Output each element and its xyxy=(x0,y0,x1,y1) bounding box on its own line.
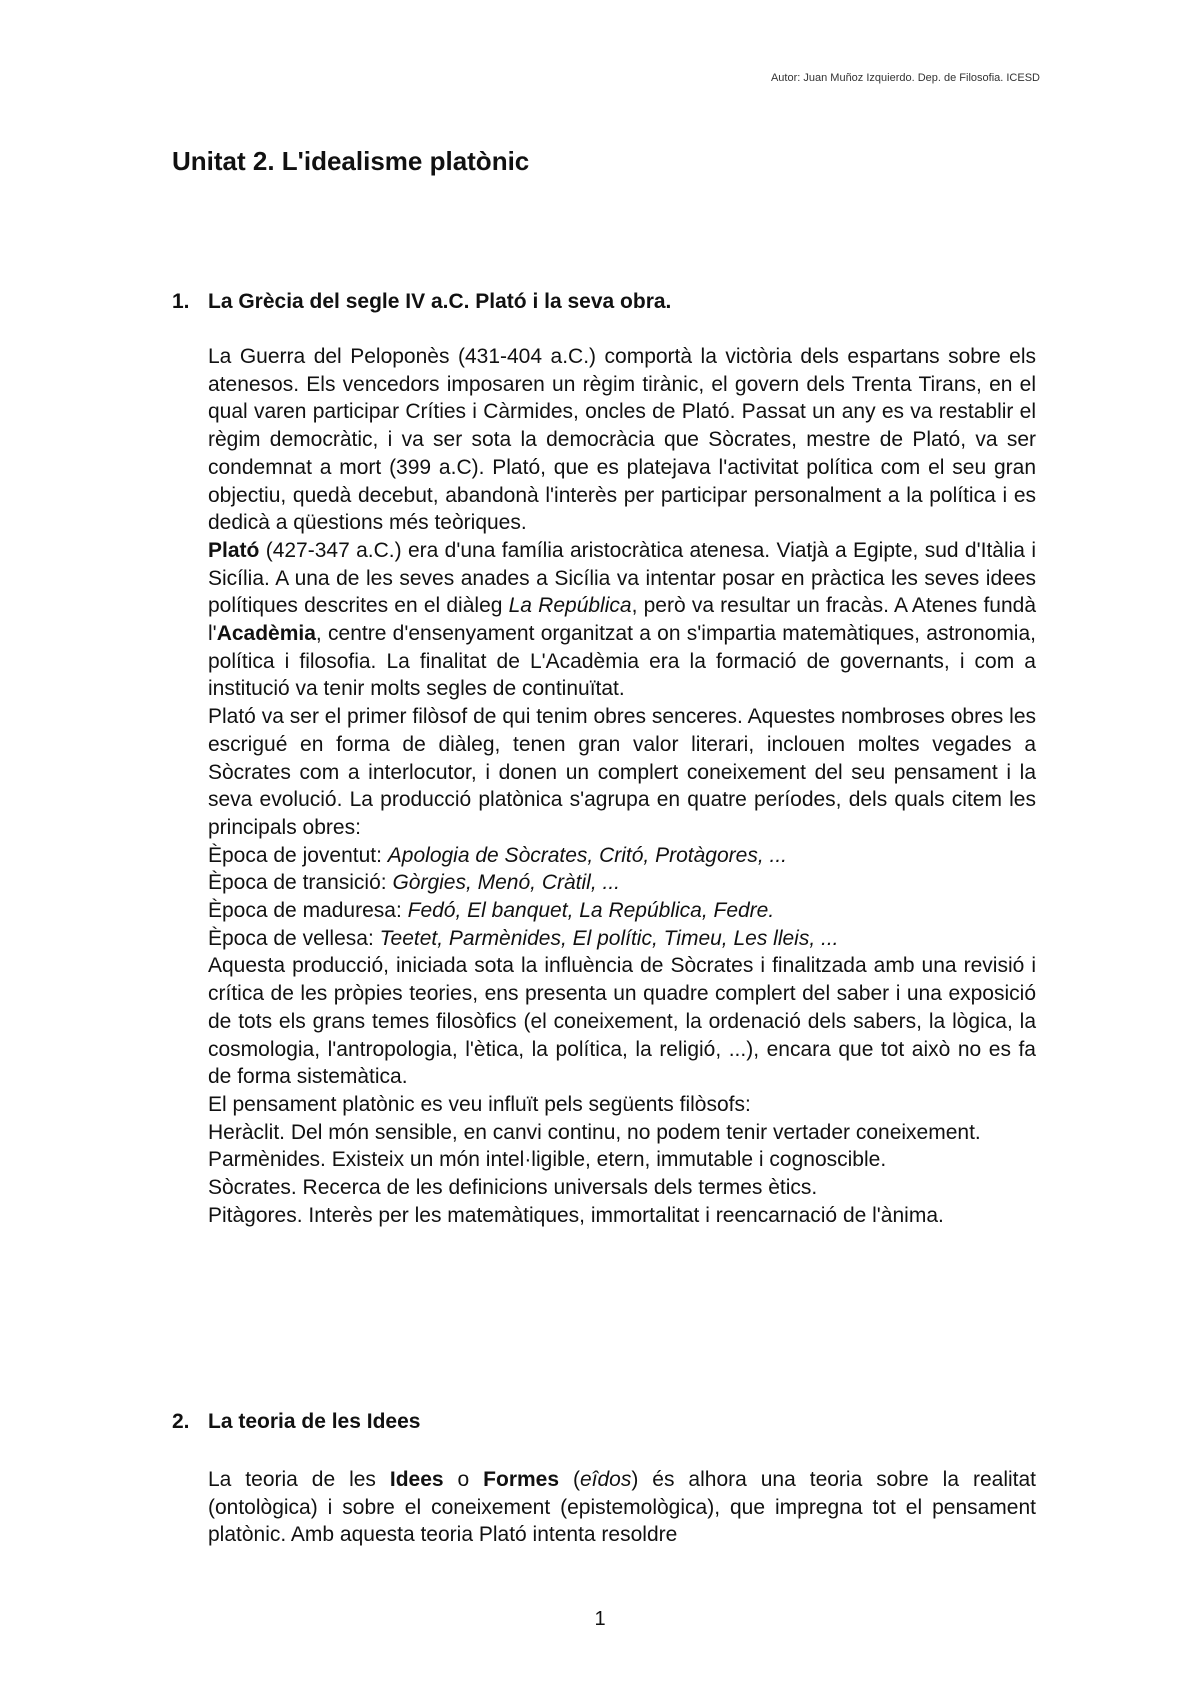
section-2-body xyxy=(208,1466,1036,1549)
paragraph: Aquesta producció, iniciada sota la influència de Sòcrates i finalitzada amb una revisió i crítica de les pròpies teories, ens presenta un quadre complert del saber i una exposició de tots els grans temes filosòfics (el coneixement, la ordenació dels sabers, la lògica, la cosmologia, l'antropologia, l'ètica, la política, la religió, ...), encara que tot això no es fa de forma sistemàtica. xyxy=(208,954,1036,1089)
period-line xyxy=(208,897,1036,925)
text-run: (427-347 a.C.) era d'una família aristocràtica atenesa. Viatjà a Egipte, sud d'Itàlia i Sicília. A una de les seves anades a Sicília va intentar posar en pràctica les seves idees polítiques descrites en el diàleg xyxy=(208,538,1036,618)
bold-term: Plató xyxy=(208,538,260,562)
page-title: Unitat 2. L'idealisme platònic xyxy=(172,146,530,176)
influence-item: Parmènides. Existeix un món intel·ligible, etern, immutable i cognoscible. xyxy=(208,1148,887,1172)
section-number: 2. xyxy=(172,1410,190,1433)
paragraph: El pensament platònic es veu influït pels següents filòsofs: xyxy=(208,1092,751,1116)
section-heading-1 xyxy=(172,290,671,314)
section-heading-text: La Grècia del segle IV a.C. Plató i la seva obra. xyxy=(208,290,672,313)
text-run: ( xyxy=(559,1468,580,1491)
period-works: Fedó, El banquet, La República, Fedre. xyxy=(407,899,775,923)
bold-term: Formes xyxy=(483,1468,560,1491)
text-run: , però va resultar un fracàs. A Atenes fundà l' xyxy=(208,594,1036,646)
paragraph: Plató va ser el primer filòsof de qui tenim obres senceres. Aquestes nombroses obres les escrigué en forma de diàleg, tenen gran valor literari, inclouen moltes vegades a Sòcrates com a interlocutor, i donen un complert coneixement del seu pensament i la seva evolució. La producció platònica s'agrupa en quatre períodes, dels quals citem les principals obres: xyxy=(208,705,1036,839)
bold-term: Acadèmia xyxy=(216,622,316,646)
period-works: Gòrgies, Menó, Cràtil, ... xyxy=(392,871,621,895)
period-label: Època de joventut: xyxy=(208,843,388,867)
paragraph xyxy=(208,537,1036,703)
influence-item: Heràclit. Del món sensible, en canvi continu, no podem tenir vertader coneixement. xyxy=(208,1120,981,1144)
bold-term: Idees xyxy=(389,1468,444,1491)
text-run: La teoria de les xyxy=(208,1468,390,1491)
period-works: Apologia de Sòcrates, Critó, Protàgores, ... xyxy=(387,843,788,867)
text-run: o xyxy=(443,1468,484,1491)
period-label: Època de transició: xyxy=(208,871,393,895)
period-label: Època de vellesa: xyxy=(208,926,380,950)
section-heading-2 xyxy=(172,1410,420,1434)
page-header-author: Autor: Juan Muñoz Izquierdo. Dep. de Filosofia. ICESD xyxy=(770,72,1040,84)
section-heading-text: La teoria de les Idees xyxy=(208,1410,421,1433)
influence-item: Pitàgores. Interès per les matemàtiques, immortalitat i reencarnació de l'ànima. xyxy=(208,1203,944,1227)
section-1-body xyxy=(208,343,1036,1230)
period-line xyxy=(208,842,1036,870)
period-works: Teetet, Parmènides, El polític, Timeu, Les lleis, ... xyxy=(379,926,839,950)
section-number: 1. xyxy=(172,290,190,313)
italic-title: La República xyxy=(508,594,632,618)
text-run: , centre d'ensenyament organitzat a on s'impartia matemàtiques, astronomia, política i filosofia. La finalitat de L'Acadèmia era la formació de governants, i com a institució va tenir molts segles de continuïtat. xyxy=(208,622,1036,701)
italic-term: eîdos xyxy=(579,1468,632,1491)
page-number: 1 xyxy=(594,1608,606,1630)
period-line xyxy=(208,869,1036,897)
period-line xyxy=(208,925,1036,953)
influence-item: Sòcrates. Recerca de les definicions universals dels termes ètics. xyxy=(208,1176,818,1200)
paragraph xyxy=(208,1466,1036,1549)
text-run: ) és alhora una teoria sobre la realitat (ontològica) i sobre el coneixement (epistemològica), que impregna tot el pensament platònic. Amb aquesta teoria Plató intenta resoldre xyxy=(208,1468,1037,1547)
period-label: Època de maduresa: xyxy=(208,899,408,923)
paragraph: La Guerra del Peloponès (431-404 a.C.) comportà la victòria dels espartans sobre els atenesos. Els vencedors imposaren un règim tirànic, el govern dels Trenta Tirans, en el qual varen participar Críties i Càrmides, oncles de Plató. Passat un any es va restablir el règim democràtic, i va ser sota la democràcia que Sòcrates, mestre de Plató, va ser condemnat a mort (399 a.C). Plató, que es platejava l'activitat política com el seu gran objectiu, quedà decebut, abandonà l'interès per participar personalment a la política i es dedicà a qüestions més teòriques. xyxy=(208,345,1036,535)
